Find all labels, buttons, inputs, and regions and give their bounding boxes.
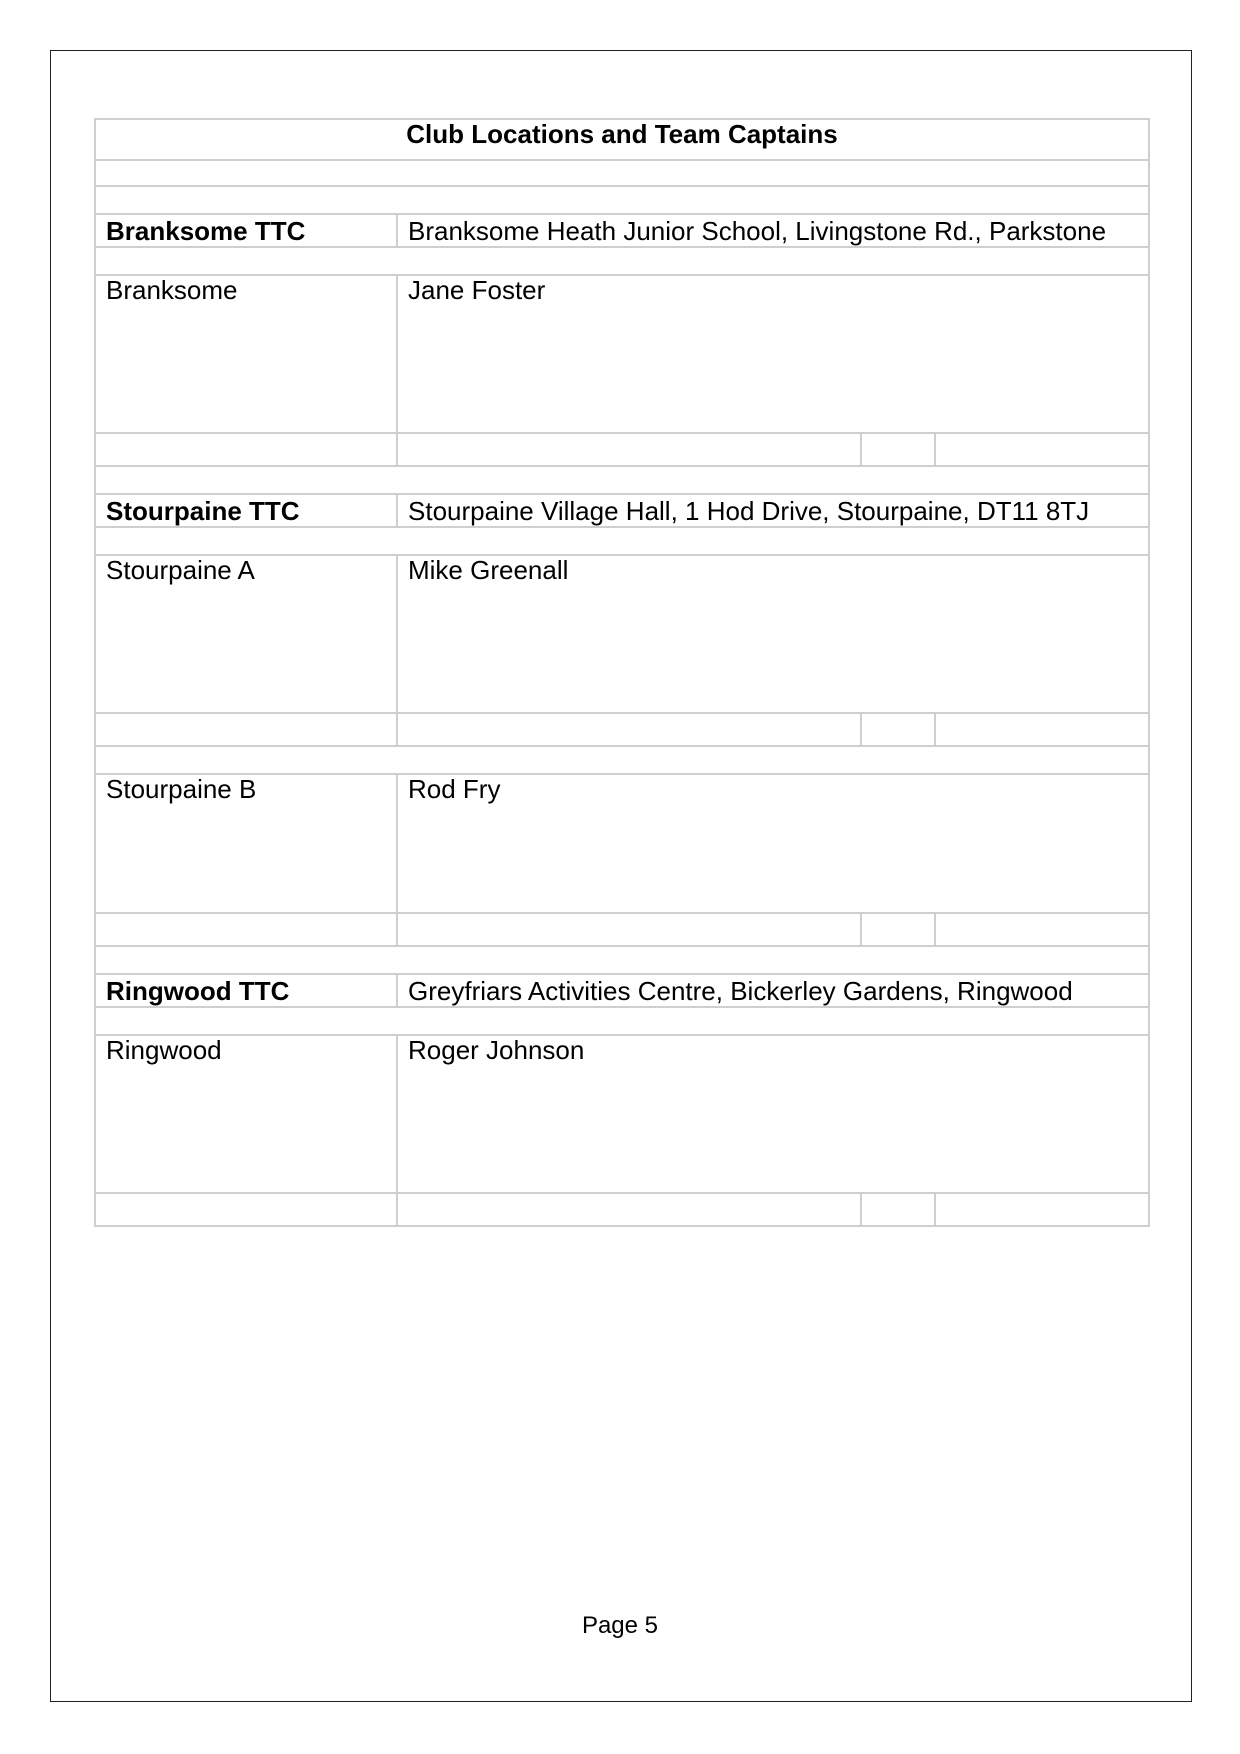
redacted-contact-details bbox=[408, 313, 1138, 413]
redacted-label bbox=[861, 1193, 935, 1226]
team-row bbox=[95, 1035, 1149, 1193]
redacted-phone bbox=[935, 1193, 1149, 1226]
spacer-row bbox=[95, 527, 1149, 555]
team-name: Stourpaine B bbox=[95, 774, 397, 913]
redacted-contact-details bbox=[408, 1073, 1138, 1173]
spacer-row bbox=[95, 946, 1149, 974]
captain-name: Rod Fry bbox=[408, 774, 501, 804]
redacted-label bbox=[861, 433, 935, 466]
spacer-row bbox=[95, 1007, 1149, 1035]
spacer-row bbox=[95, 247, 1149, 275]
team-name: Stourpaine A bbox=[95, 555, 397, 713]
captain-cell bbox=[397, 555, 1149, 713]
contact-row bbox=[95, 433, 1149, 466]
club-table bbox=[94, 118, 1150, 1227]
document-body bbox=[94, 118, 1148, 1227]
spacer-row bbox=[95, 160, 1149, 186]
club-name: Branksome TTC bbox=[95, 214, 397, 247]
club-name: Ringwood TTC bbox=[95, 974, 397, 1007]
captain-name: Roger Johnson bbox=[408, 1035, 585, 1065]
redacted-phone bbox=[935, 913, 1149, 946]
redacted-label bbox=[861, 913, 935, 946]
redacted-phone bbox=[935, 433, 1149, 466]
redacted-email bbox=[397, 713, 861, 746]
club-row bbox=[95, 974, 1149, 1007]
redacted-label bbox=[861, 713, 935, 746]
spacer-row bbox=[95, 746, 1149, 774]
spacer-row bbox=[95, 186, 1149, 214]
captain-name: Jane Foster bbox=[408, 275, 546, 305]
club-venue: Stourpaine Village Hall, 1 Hod Drive, Stourpaine, DT11 8TJ bbox=[397, 494, 1149, 527]
redacted-email bbox=[397, 433, 861, 466]
contact-row bbox=[95, 1193, 1149, 1226]
captain-cell bbox=[397, 1035, 1149, 1193]
team-row bbox=[95, 774, 1149, 913]
page-number: Page 5 bbox=[581, 1612, 659, 1639]
captain-cell bbox=[397, 275, 1149, 433]
contact-row bbox=[95, 913, 1149, 946]
team-row bbox=[95, 555, 1149, 713]
team-name: Ringwood bbox=[95, 1035, 397, 1193]
title-row bbox=[95, 119, 1149, 160]
redacted-contact-details bbox=[408, 593, 1138, 693]
club-row bbox=[95, 494, 1149, 527]
redacted-phone bbox=[935, 713, 1149, 746]
club-name: Stourpaine TTC bbox=[95, 494, 397, 527]
redacted-contact-details bbox=[408, 812, 1138, 912]
page-title: Club Locations and Team Captains bbox=[95, 119, 1149, 160]
redacted-email bbox=[397, 913, 861, 946]
captain-cell bbox=[397, 774, 1149, 913]
club-venue: Greyfriars Activities Centre, Bickerley Gardens, Ringwood bbox=[397, 974, 1149, 1007]
club-venue: Branksome Heath Junior School, Livingstone Rd., Parkstone bbox=[397, 214, 1149, 247]
redacted-email bbox=[397, 1193, 861, 1226]
captain-name: Mike Greenall bbox=[408, 555, 569, 585]
spacer-row bbox=[95, 466, 1149, 494]
contact-row bbox=[95, 713, 1149, 746]
team-row bbox=[95, 275, 1149, 433]
club-row bbox=[95, 214, 1149, 247]
team-name: Branksome bbox=[95, 275, 397, 433]
